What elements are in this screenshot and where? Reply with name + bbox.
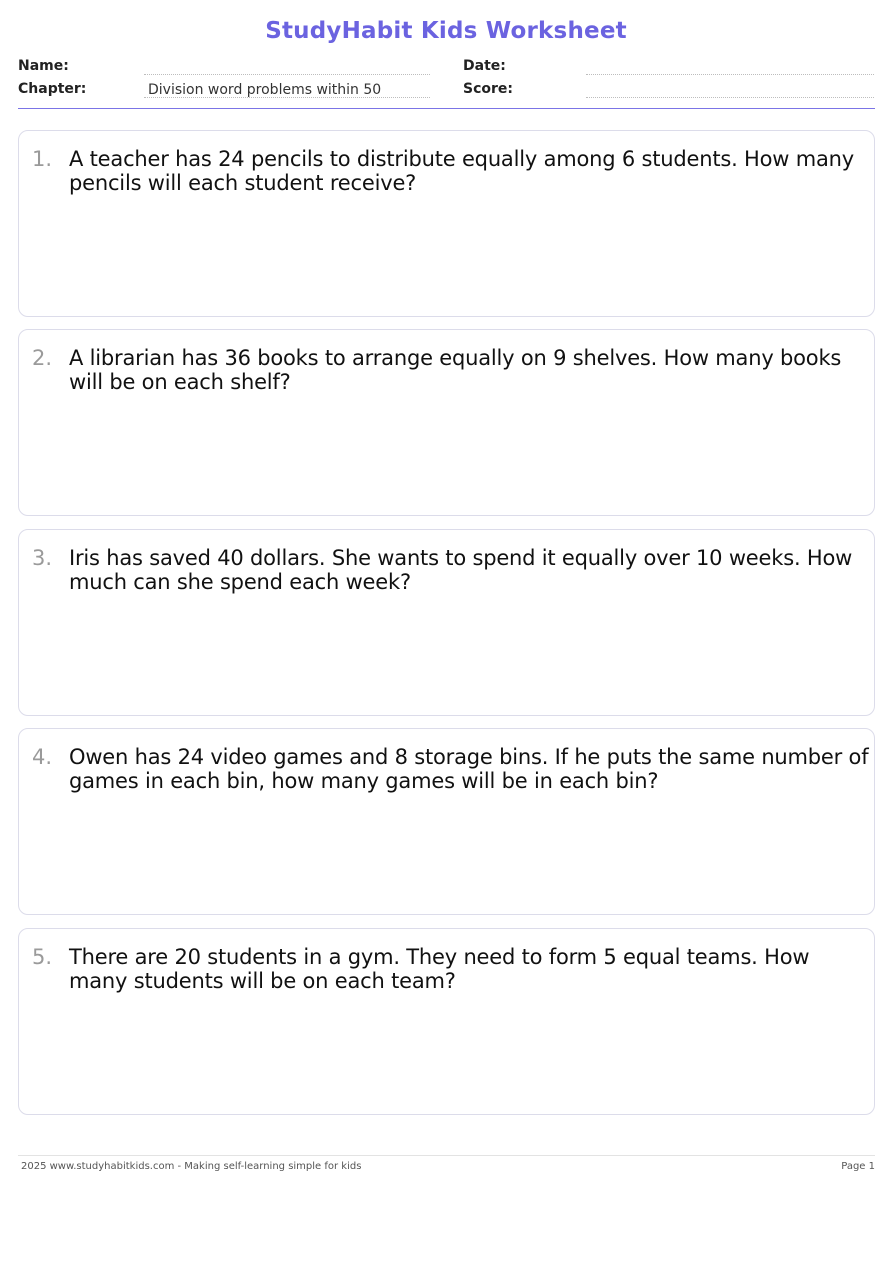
chapter-value: Division word problems within 50: [144, 81, 430, 98]
question-number: 3.: [32, 546, 53, 570]
page-footer: [18, 1155, 875, 1172]
question-text: There are 20 students in a gym. They need to form 5 equal teams. How many students will be on each team?: [69, 945, 810, 993]
question-number: 1.: [32, 147, 53, 171]
score-field[interactable]: [586, 81, 874, 98]
question-number: 4.: [32, 745, 53, 769]
question-card-5: [18, 928, 875, 1115]
page-title: StudyHabit Kids Worksheet: [265, 18, 627, 44]
date-label: Date:: [463, 58, 506, 74]
footer-copyright: 2025 www.studyhabitkids.com - Making self-learning simple for kids: [21, 1161, 362, 1172]
name-label: Name:: [18, 58, 69, 74]
question-card-3: [18, 529, 875, 716]
question-text: Owen has 24 video games and 8 storage bins. If he puts the same number of games in each bin, how many games will be in each bin?: [69, 745, 869, 793]
question-number: 2.: [32, 346, 53, 370]
question-text: Iris has saved 40 dollars. She wants to spend it equally over 10 weeks. How much can she spend each week?: [69, 546, 853, 594]
page-number: Page 1: [841, 1161, 875, 1172]
question-text: A teacher has 24 pencils to distribute equally among 6 students. How many pencils will each student receive?: [69, 147, 855, 195]
question-card-4: [18, 728, 875, 915]
worksheet-info: [18, 56, 875, 109]
question-text: A librarian has 36 books to arrange equally on 9 shelves. How many books will be on each shelf?: [69, 346, 842, 394]
chapter-label: Chapter:: [18, 81, 87, 97]
question-card-1: [18, 130, 875, 317]
question-number: 5.: [32, 945, 53, 969]
score-label: Score:: [463, 81, 513, 97]
date-field[interactable]: [586, 58, 874, 75]
name-field[interactable]: [144, 58, 430, 75]
question-card-2: [18, 329, 875, 516]
